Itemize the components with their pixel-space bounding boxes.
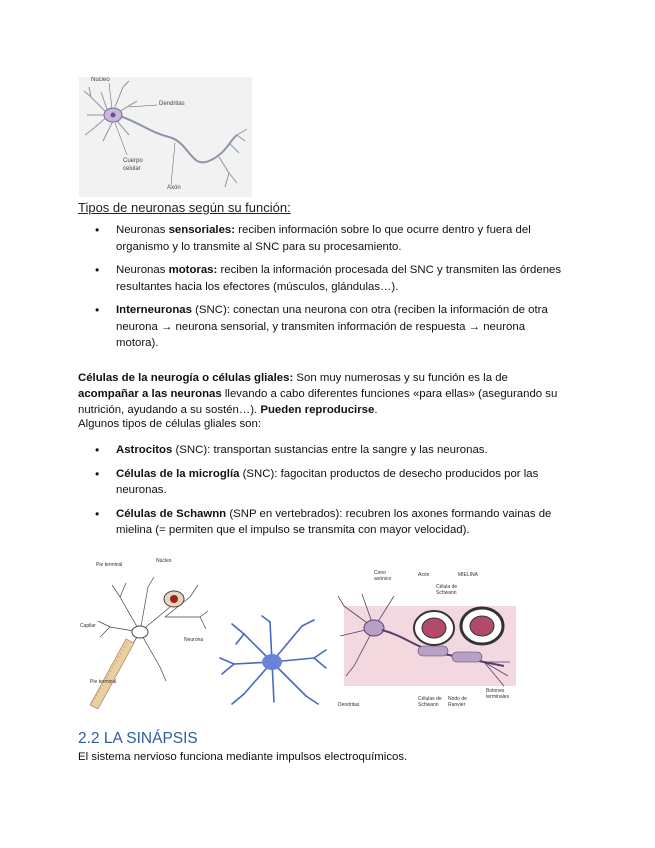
bullet-icon: • [95, 506, 100, 521]
label-cono-axonico: Cono axónico [374, 570, 392, 582]
label-axon-glia: Axón [418, 572, 430, 578]
label-celulas-schwann: Células de Schwann [418, 696, 442, 708]
bullet-icon: • [95, 443, 100, 457]
glia-intro: Algunos tipos de células gliales son: [78, 418, 261, 430]
label-capilar: Capilar [80, 623, 96, 629]
glia-types-list [78, 442, 568, 546]
list-item: • Células de la microglía (SNC): fagocitan productos de desecho producidos por las neuronas. [95, 466, 539, 496]
label-celula-schwann: Célula de Schwann [436, 584, 458, 596]
list-item: • Neuronas sensoriales: reciben información sobre lo que ocurre dentro y fuera del organismo y lo transmite al SNC para su procesamiento. [95, 223, 531, 253]
label-dendritas-glia: Dendritas [338, 702, 360, 708]
label-nodo-ranvier: Nodo de Ranvier [448, 696, 467, 708]
label-glia-nucleo: Núcleo [156, 558, 172, 564]
neuron-types-heading: Tipos de neuronas según su función: [78, 200, 291, 215]
section-title: 2.2 LA SINÁPSIS [78, 730, 198, 747]
schwann-cell-figure [334, 566, 516, 710]
label-botones-terminales: Botones terminales [486, 688, 510, 700]
glia-paragraph: Células de la neurogía o células gliales: Son muy numerosas y su función es la de acompañar a las neuronas llevando a cabo diferentes funciones «para ellas» (asegurando su nutrición, ayudando a su sostén…). Pueden reproducirse. [78, 372, 558, 416]
label-pie-terminal-2: Pie terminal [90, 679, 117, 685]
label-mielina: MIELINA [458, 572, 479, 578]
label-neurona: Neurona [184, 637, 204, 643]
label-axon: Axón [167, 185, 181, 191]
list-item: • Interneuronas (SNC): conectan una neurona con otra (reciben la información de otra neurona → neurona sensorial, y transmiten información de respuesta → neurona motora). [95, 303, 548, 349]
neuron-types-list [78, 222, 568, 359]
bullet-icon: • [95, 263, 100, 277]
label-pie-terminal-1: Pie terminal [96, 562, 123, 568]
list-item: • Astrocitos (SNC): transportan sustancias entre la sangre y las neuronas. [95, 443, 488, 457]
list-item: • Células de Schawnn (SNP en vertebrados): recubren los axones formando vainas de mielina (= permiten que el impulso se transmita con mayor velocidad). [95, 506, 552, 536]
label-cuerpo-celular: Cuerpo celular [123, 158, 143, 172]
microglia-figure [214, 614, 331, 709]
neuron-diagram-figure [79, 77, 252, 197]
astrocyte-diagram-figure [80, 557, 212, 709]
bullet-icon: • [95, 466, 100, 481]
list-item: • Neuronas motoras: reciben la información procesada del SNC y transmiten las órdenes resultantes hacia los efectores (músculos, glándulas…). [95, 263, 562, 293]
label-nucleo: Núcleo [91, 77, 110, 83]
label-dendritas: Dendritas [159, 101, 185, 107]
section-text: El sistema nervioso funciona mediante impulsos electroquímicos. [78, 751, 408, 763]
bullet-icon: • [95, 223, 100, 237]
bullet-icon: • [95, 303, 100, 317]
